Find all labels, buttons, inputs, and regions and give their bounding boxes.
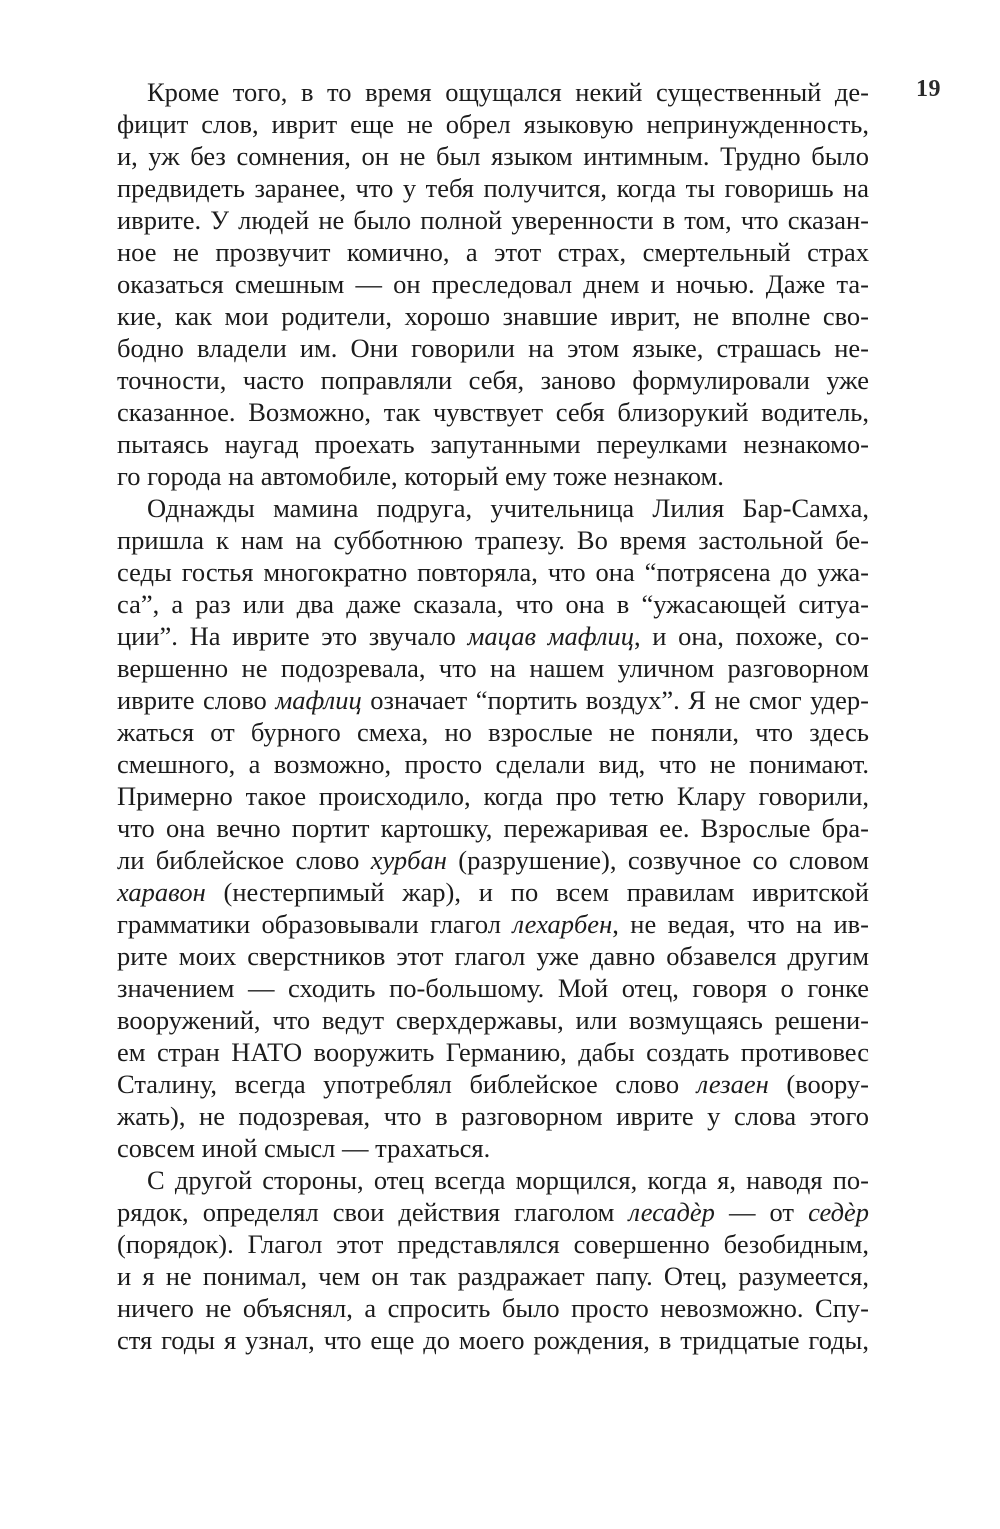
text-line: бодно владели им. Они говорили на этом языке, страшась не- [117,333,869,363]
page-number: 19 [916,76,941,102]
text-line: пытаясь наугад проехать запутанными переулками незнакомо- [117,429,869,459]
italic-term: хурбан [370,845,447,875]
text-line: ции”. На иврите это звучало мацав мафлиц, и она, похоже, со- [117,621,870,651]
text-line: сказанное. Возможно, так чувствует себя близорукий водитель, [117,397,869,427]
text-line: Примерно такое происходило, когда про тетю Клару говорили, [117,781,869,811]
text-line: С другой стороны, отец всегда морщился, когда я, наводя по- [147,1165,869,1195]
text-line: ем стран НАТО вооружить Германию, дабы создать противовес [117,1037,869,1067]
text-line: что она вечно портит картошку, пережаривая ее. Взрослые бра- [117,813,869,843]
text-line: го города на автомобиле, который ему тоже незнаком. [117,461,724,491]
text-line: вооружений, что ведут сверхдержавы, или возмущаясь решени- [117,1005,869,1035]
text-line: Однажды мамина подруга, учительница Лилия Бар-Самха, [147,493,869,523]
text-line: фицит слов, иврит еще не обрел языковую непринужденность, [117,109,869,139]
text-line: Сталину, всегда употреблял библейское слово лезаен (воору- [117,1069,869,1099]
text-line: харавон (нестерпимый жар), и по всем правилам ивритской [117,877,869,907]
body-text [117,76,869,1356]
italic-term: мафлиц [275,685,362,715]
text-line: совсем иной смысл — трахаться. [117,1133,491,1163]
text-line: иврите. У людей не было полной уверенности в том, что сказан- [117,205,869,235]
italic-term: лезаен [696,1069,769,1099]
text-line: рядок, определял свои действия глаголом лесадѐр — от седѐр [117,1197,870,1227]
text-line: иврите слово мафлиц означает “портить воздух”. Я не смог удер- [117,685,869,715]
text-line: смешного, а возможно, просто сделали вид, что не понимают. [117,749,869,779]
text-line: (порядок). Глагол этот представлялся совершенно безобидным, [117,1229,869,1259]
text-line: грамматики образовывали глагол лехарбен, не ведая, что на ив- [117,909,869,939]
text-line: пришла к нам на субботнюю трапезу. Во время застольной бе- [117,525,869,555]
text-line: значением — сходить по-большому. Мой отец, говоря о гонке [117,973,869,1003]
text-line: вершенно не подозревала, что на нашем уличном разговорном [117,653,869,683]
italic-term: лехарбен [512,909,613,939]
text-line: рите моих сверстников этот глагол уже давно обзавелся другим [117,941,869,971]
text-line: и я не понимал, чем он так раздражает папу. Отец, разумеется, [117,1261,869,1291]
italic-term: харавон [117,877,206,907]
text-line: Кроме того, в то время ощущался некий существенный де- [147,77,869,107]
text-line: седы гостья многократно повторяла, что она “потрясена до ужа- [117,557,869,587]
text-line: жаться от бурного смеха, но взрослые не поняли, что здесь [117,717,869,747]
text-line: жать), не подозревая, что в разговорном иврите у слова этого [117,1101,869,1131]
italic-term: лесадѐр [628,1197,715,1227]
text-line: ное не прозвучит комично, а этот страх, смертельный страх [117,237,869,267]
text-line: оказаться смешным — он преследовал днем и ночью. Даже та- [117,269,869,299]
text-line: стя годы я узнал, что еще до моего рождения, в тридцатые годы, [117,1325,869,1355]
italic-term: седѐр [808,1197,870,1227]
text-line: точности, часто поправляли себя, заново формулировали уже [117,365,869,395]
italic-term: мацав мафлиц [467,621,635,651]
text-line: са”, а раз или два даже сказала, что она в “ужасающей ситуа- [117,589,869,619]
text-line: предвидеть заранее, что у тебя получится, когда ты говоришь на [117,173,869,203]
text-line: ли библейское слово хурбан (разрушение), созвучное со словом [117,845,869,875]
text-line: и, уж без сомнения, он не был языком интимным. Трудно было [117,141,869,171]
text-line: кие, как мои родители, хорошо знавшие иврит, не вполне сво- [117,301,869,331]
text-line: ничего не объяснял, а спросить было просто невозможно. Спу- [117,1293,869,1323]
